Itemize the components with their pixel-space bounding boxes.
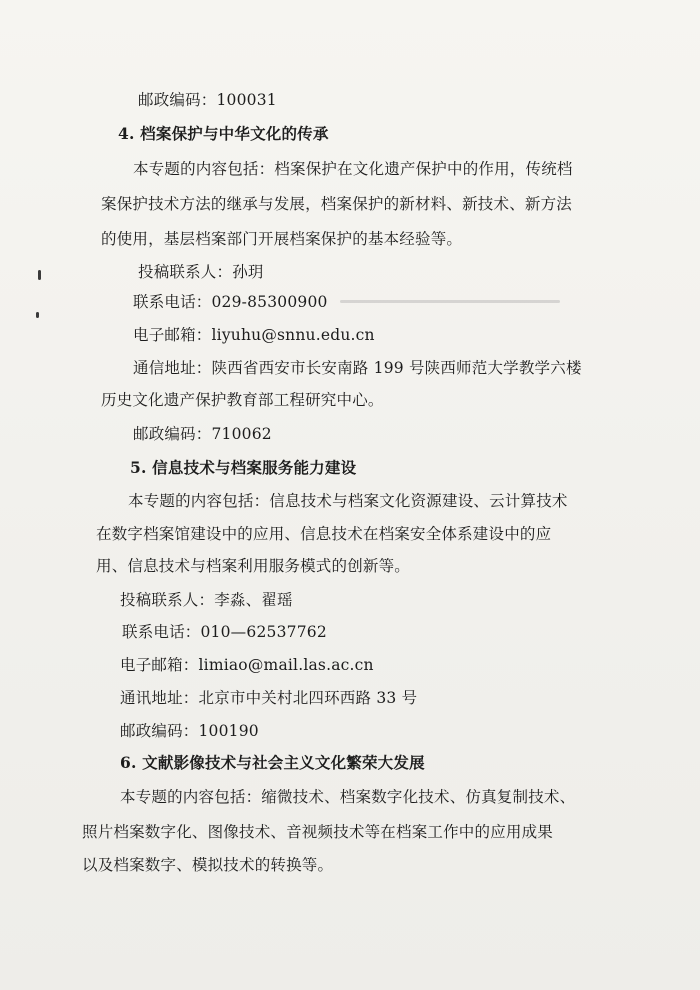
address-4-line-1: 通信地址：陕西省西安市长安南路 199 号陕西师范大学教学六楼 <box>133 359 582 377</box>
section-6-body-line-1: 本专题的内容包括：缩微技术、档案数字化技术、仿真复制技术、 <box>120 788 576 806</box>
section-5-body-line-3: 用、信息技术与档案利用服务模式的创新等。 <box>96 557 411 575</box>
section-5-body-line-1: 本专题的内容包括：信息技术与档案文化资源建设、云计算技术 <box>128 492 568 510</box>
scan-smudge <box>340 300 560 303</box>
section-6-body-line-2: 照片档案数字化、图像技术、音视频技术等在档案工作中的应用成果 <box>82 823 554 841</box>
section-5-heading: 5. 信息技术与档案服务能力建设 <box>130 458 357 477</box>
contact-phone-5: 联系电话：010—62537762 <box>122 623 327 641</box>
section-4-body-line-3: 的使用，基层档案部门开展档案保护的基本经验等。 <box>101 230 463 248</box>
address-4-line-2: 历史文化遗产保护教育部工程研究中心。 <box>101 391 384 409</box>
section-4-body-line-2: 案保护技术方法的继承与发展，档案保护的新材料、新技术、新方法 <box>101 195 573 213</box>
contact-person-4: 投稿联系人：孙玥 <box>138 263 264 281</box>
section-5-body-line-2: 在数字档案馆建设中的应用、信息技术在档案安全体系建设中的应 <box>96 525 552 543</box>
postal-code-4: 邮政编码：710062 <box>133 425 272 443</box>
contact-email-5: 电子邮箱：limiao@mail.las.ac.cn <box>120 656 374 674</box>
section-4-heading: 4. 档案保护与中华文化的传承 <box>118 124 329 143</box>
contact-phone-4: 联系电话：029-85300900 <box>133 293 328 311</box>
contact-email-4: 电子邮箱：liyuhu@snnu.edu.cn <box>133 326 375 344</box>
postal-code-5: 邮政编码：100190 <box>120 722 259 740</box>
section-6-heading: 6. 文献影像技术与社会主义文化繁荣大发展 <box>120 753 425 772</box>
section-6-body-line-3: 以及档案数字、模拟技术的转换等。 <box>82 856 334 874</box>
scan-mark <box>38 270 41 280</box>
scan-mark <box>36 312 39 318</box>
postal-code-1: 邮政编码：100031 <box>138 91 277 109</box>
address-5: 通讯地址：北京市中关村北四环西路 33 号 <box>120 689 418 707</box>
section-4-body-line-1: 本专题的内容包括：档案保护在文化遗产保护中的作用，传统档 <box>133 160 573 178</box>
contact-person-5: 投稿联系人：李淼、翟瑶 <box>120 591 293 609</box>
